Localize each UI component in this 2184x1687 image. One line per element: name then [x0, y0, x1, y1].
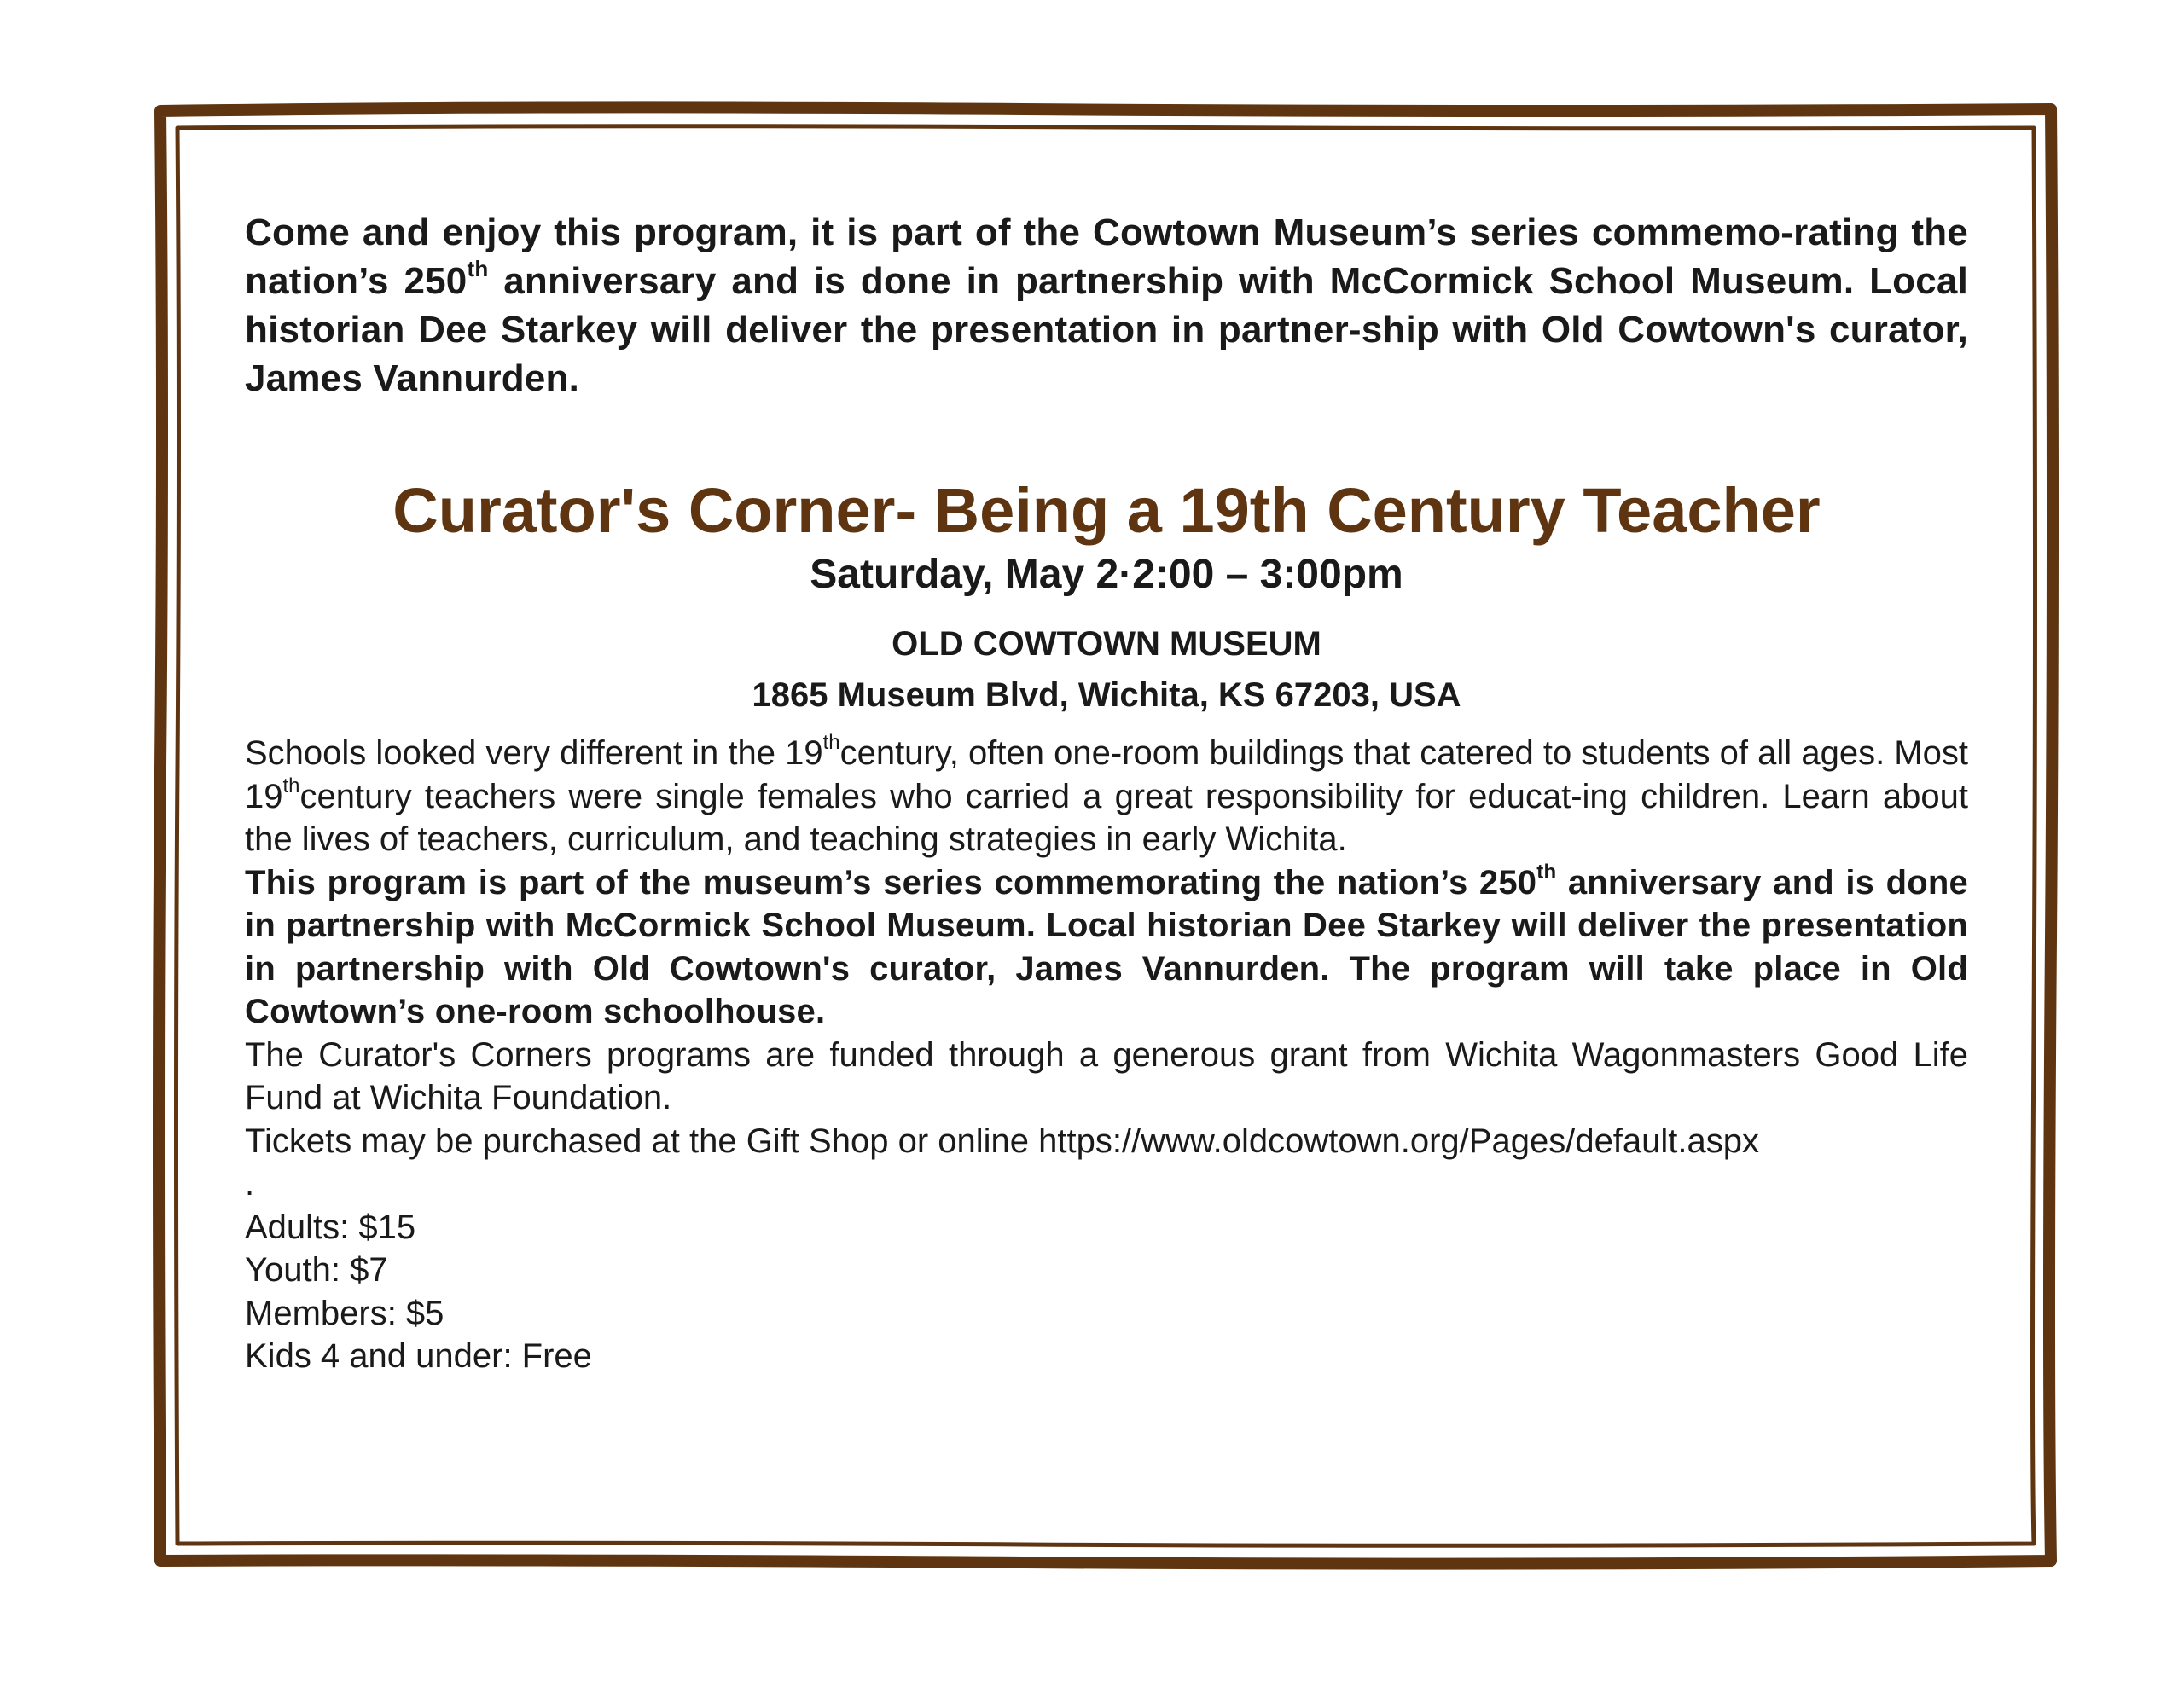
price-list — [245, 1206, 1968, 1378]
tickets-period: . — [245, 1165, 255, 1203]
price-item-adults: Adults: $15 — [245, 1208, 416, 1246]
event-address: 1865 Museum Blvd, Wichita, KS 67203, USA — [752, 676, 1461, 714]
tickets-paragraph: Tickets may be purchased at the Gift Shop or online https://www.oldcowtown.org/Pages/default.aspx — [245, 1122, 1760, 1160]
description-paragraph: Schools looked very different in the 19thcentury, often one-room buildings that catered to students of all ages. Most 19thcentury teachers were single females who carried a great responsibility for educat-ing children. Learn about the lives of teachers, curriculum, and teaching strategies in early Wichita. — [245, 731, 1968, 858]
price-item-youth: Youth: $7 — [245, 1251, 388, 1289]
price-item-kids: Kids 4 and under: Free — [245, 1337, 592, 1375]
description-block — [245, 732, 1968, 1378]
event-title: Curator's Corner- Being a 19th Century Teacher — [392, 475, 1821, 546]
intro-paragraph: Come and enjoy this program, it is part of the Cowtown Museum’s series commemo-rating the nation’s 250th anniversary and is done in partnership with McCormick School Museum. Local historian Dee Starkey will deliver the presentation in partner-ship with Old Cowtown's curator, James Vannurden. — [245, 212, 1969, 399]
price-item-members: Members: $5 — [245, 1294, 444, 1332]
program-info-paragraph: This program is part of the museum’s series commemorating the nation’s 250th anniversary and is done in partnership with McCormick School Museum. Local historian Dee Starkey will deliver the presentation in partnership with Old Cowtown's curator, James Vannurden. The program will take place in Old Cowtown’s one-room schoolhouse. — [245, 860, 1968, 1030]
event-date: Saturday, May 2·2:00 – 3:00pm — [810, 552, 1403, 597]
funding-paragraph: The Curator's Corners programs are funded through a generous grant from Wichita Wagonmasters Good Life Fund at Wichita Foundation. — [245, 1035, 1968, 1116]
flyer-content — [245, 208, 1969, 1375]
event-venue: OLD COWTOWN MUSEUM — [892, 625, 1321, 663]
